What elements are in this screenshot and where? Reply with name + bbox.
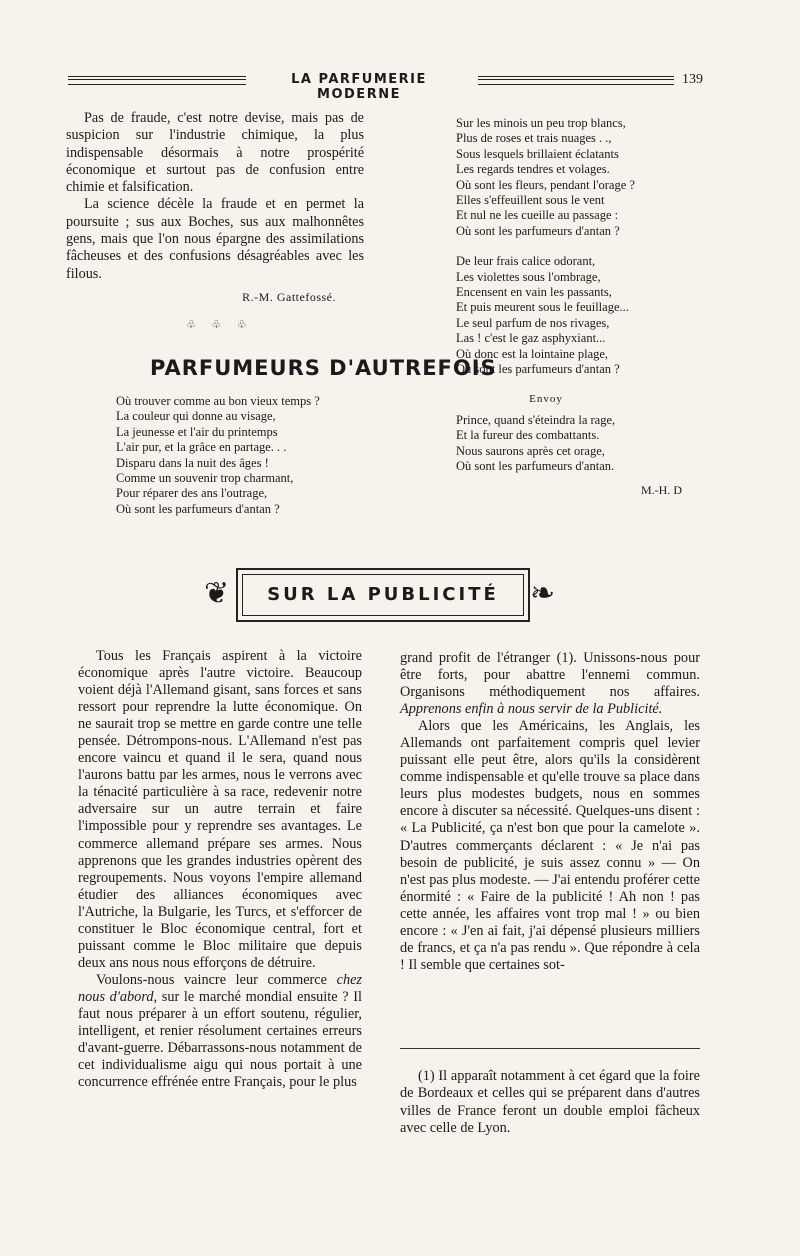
running-title: LA PARFUMERIE MODERNE — [291, 72, 427, 102]
footnote-text: (1) Il apparaît notamment à cet égard que la foire de Bordeaux et celles qui se préparent dans d'autres villes de France feront un double emploi fâcheux avec celle de Lyon. — [400, 1068, 700, 1136]
article-title-banner — [236, 568, 530, 622]
poem-line: Prince, quand s'éteindra la rage, — [456, 412, 616, 427]
poem-line: Où sont les parfumeurs d'antan. — [456, 459, 615, 474]
footnote — [400, 1068, 700, 1137]
article-paragraph: grand profit de l'étranger (1). Unissons-nous pour être forts, pour abattre l'ennemi commun. Organisons méthodiquement nos affaires. Apprenons enfin à nous servir de la Publicité. — [400, 650, 700, 718]
poem-line: Sous lesquels brillaient éclatants — [456, 146, 619, 161]
poem-line: Où sont les parfumeurs d'antan ? — [116, 501, 280, 516]
poem-line: Et puis meurent sous le feuillage... — [456, 300, 629, 315]
ornament-icon: ♧ ♧ ♧ — [186, 318, 253, 331]
article-left-column — [78, 648, 362, 1091]
poem-stanza-1 — [116, 394, 320, 517]
header-rule-left — [68, 76, 246, 85]
flourish-left-icon: ❦ — [204, 576, 230, 611]
poem-line: Où sont les parfumeurs d'antan ? — [456, 362, 620, 377]
article-title: SUR LA PUBLICITÉ — [267, 584, 499, 605]
poem-line: Où sont les fleurs, pendant l'orage ? — [456, 177, 635, 192]
poem-line: Sur les minois un peu trop blancs, — [456, 116, 626, 130]
poem-line: Les regards tendres et volages. — [456, 162, 610, 177]
envoy-title: Envoy — [529, 392, 563, 405]
poem-line: Plus de roses et trais nuages . ., — [456, 131, 612, 146]
footnote-rule — [400, 1048, 700, 1049]
article-right-column — [400, 650, 700, 974]
intro-signature: R.-M. Gattefossé. — [242, 289, 336, 304]
intro-paragraph: La science décèle la fraude et en permet la poursuite ; sus aux Boches, sus aux malhonnêtes gens, mais que l'on nous épargne des assimilations fâcheuses et des confusions désagréables avec les filous. — [66, 196, 364, 282]
poem-line: Encensent en vain les passants, — [456, 285, 612, 300]
article-paragraph: Alors que les Américains, les Anglais, les Allemands ont parfaitement compris quel levier puissant elle peut être, alors qu'ils la considèrent comme indispensable et qu'elle trouve sa place dans leurs plus modestes budgets, nous en sommes encore à discuter sa nécessité. Quelques-uns disent : « La Publicité, ça n'est bon que pour la camelote ». D'autres commerçants déclarent : « Je n'ai pas besoin de publicité, je suis assez connu » — On n'est pas plus modeste. — J'ai entendu proférer cette énormité : « Faire de la publicité ! Ah non ! pas cette année, les affaires vont trop mal ! » ou bien encore : « J'en ai fait, j'ai dépensé plusieurs milliers de francs, et ça n'a pas rendu ». Que répondre à cela ! Il semble que certaines sot- — [400, 718, 700, 973]
poem-line: La couleur qui donne au visage, — [116, 409, 276, 424]
intro-paragraph: Pas de fraude, c'est notre devise, mais pas de suspicion sur l'industrie chimique, la plus indispensable désormais à notre prospérité économique et surtout pas de confusion entre chimie et falsification. — [66, 110, 364, 196]
poem-right-column — [456, 116, 682, 498]
poem-line: Las ! c'est le gaz asphyxiant... — [456, 331, 606, 346]
poem-line: Les violettes sous l'ombrage, — [456, 269, 601, 284]
intro-text — [66, 110, 364, 306]
poem-line: Elles s'effeuillent sous le vent — [456, 193, 605, 208]
article-paragraph: Tous les Français aspirent à la victoire économique après l'autre victoire. Beaucoup voient déjà l'Allemand gisant, sans forces et sans ressort pour reprendre la lutte économique. On ne saurait trop se mettre en garde contre une telle pensée. Détrompons-nous. L'Allemand n'est pas encore vaincu et quand il le sera, quand nous l'aurons battu par les armes, nous le verrons avec la ténacité particulière à sa race, redevenir notre adversaire sur un autre terrain et faire l'impossible pour y reprendre ses avantages. Le commerce allemand prépare ses armes. Nous apprenons que les grandes industries opèrent des regroupements. Nous voyons l'empire allemand étudier des alliances économiques avec l'Autriche, la Bulgarie, les Turcs, et s'efforcer de constituer le Bloc économique central, fort et puissant comme le Bloc militaire que depuis deux ans nous nous efforçons de détruire. — [78, 648, 362, 971]
poem-line: Comme un souvenir trop charmant, — [116, 471, 294, 486]
flourish-right-icon: ❧ — [530, 576, 556, 611]
article-paragraph: Voulons-nous vaincre leur commerce chez nous d'abord, sur le marché mondial ensuite ? Il faut nous préparer à un effort soutenu, régulier, intelligent, et renier résolument certaines erreurs d'avant-guerre. Débarrassons-nous notamment de cet individualisme aigu qui nous portait à une concurrence effrénée entre Français, pour le plus — [78, 971, 362, 1091]
poem-line: Nous saurons après cet orage, — [456, 443, 605, 458]
poem-line: Le seul parfum de nos rivages, — [456, 315, 610, 330]
page-number: 139 — [682, 72, 703, 87]
poem-line: Et nul ne les cueille au passage : — [456, 208, 619, 223]
poem-line: Pour réparer des ans l'outrage, — [116, 486, 268, 501]
poem-line: Et la fureur des combattants. — [456, 428, 600, 443]
poem-line: La jeunesse et l'air du printemps — [116, 424, 278, 439]
poem-line: L'air pur, et la grâce en partage. . . — [116, 440, 287, 455]
poem-line: De leur frais calice odorant, — [456, 254, 596, 269]
poem-title: PARFUMEURS D'AUTREFOIS — [150, 356, 497, 380]
header-rule-right — [478, 76, 674, 85]
poem-line: Disparu dans la nuit des âges ! — [116, 455, 269, 470]
poem-line: Où sont les parfumeurs d'antan ? — [456, 223, 620, 238]
poem-line: Où donc est la lointaine plage, — [456, 346, 609, 361]
poem-signature: M.-H. D — [641, 482, 682, 497]
poem-line: Où trouver comme au bon vieux temps ? — [116, 394, 320, 408]
